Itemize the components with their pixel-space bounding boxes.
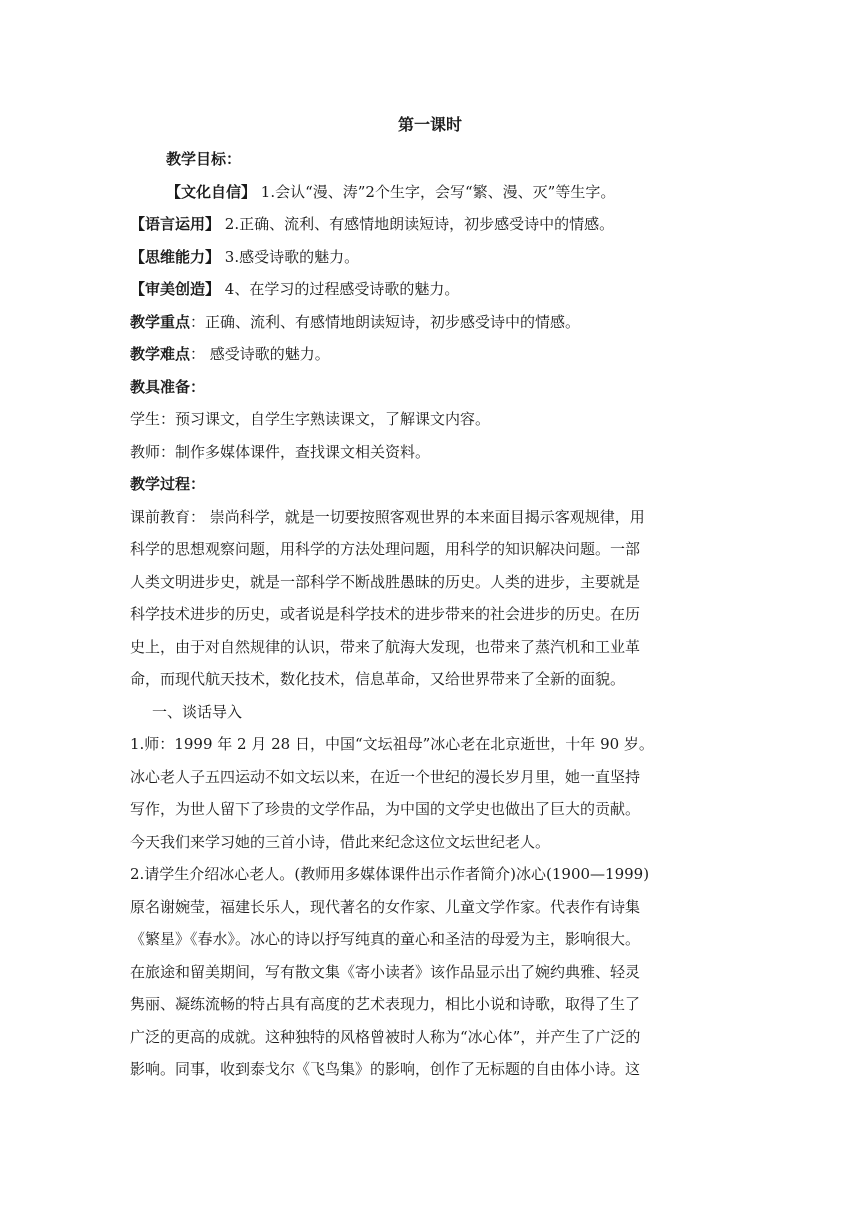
goal-tag: 【语言运用】 [130, 215, 221, 233]
text-line: 原名谢婉莹，福建长乐人，现代著名的女作家、儿童文学作家。代表作有诗集 [130, 897, 641, 916]
text-line: 广泛的更高的成就。这种独特的风格曾被时人称为“冰心体”，并产生了广泛的 [130, 1027, 641, 1046]
document-page [130, 112, 730, 1086]
process-heading: 教学过程： [130, 475, 206, 493]
goal-text: 4、在学习的过程感受诗歌的魅力。 [220, 280, 460, 298]
text-line: 科学技术进步的历史，或者说是科学技术的进步带来的社会进步的历史。在历 [130, 605, 641, 623]
tools-heading: 教具准备： [130, 377, 206, 396]
text-line: 人类文明进步史，就是一部科学不断战胜愚昧的历史。人类的进步，主要就是 [130, 572, 641, 591]
section-heading: 一、谈话导入 [152, 702, 243, 721]
item-1-paragraph [130, 728, 730, 858]
text-line: 1.师：1999 年 2 月 28 日，中国“文坛祖母”冰心老在北京逝世，十年 90 岁。 [130, 735, 654, 753]
key-point-label: 教学重点 [130, 312, 191, 331]
goal-tag: 【文化自信】 [166, 182, 257, 201]
difficulty-label: 教学难点 [130, 345, 191, 363]
goal-text: 3.感受诗歌的魅力。 [220, 247, 360, 266]
key-point-line [130, 306, 730, 339]
page-title: 第一课时 [397, 115, 462, 134]
text-line: 今天我们来学习她的三首小诗，借此来纪念这位文坛世纪老人。 [130, 832, 551, 851]
goals-heading: 教学目标： [166, 150, 242, 168]
text-line: 科学的思想观察问题，用科学的方法处理问题，用科学的知识解决问题。一部 [130, 540, 641, 558]
goal-line [130, 176, 730, 209]
text-line: 《繁星》《春水》。冰心的诗以抒写纯真的童心和圣洁的母爱为主，影响很大。 [130, 930, 641, 948]
text-line: 写作，为世人留下了珍贵的文学作品，为中国的文学史也做出了巨大的贡献。 [130, 800, 641, 818]
difficulty-text: ： 感受诗歌的魅力。 [190, 345, 330, 363]
text-line: 课前教育： 崇尚科学，就是一切要按照客观世界的本来面目揭示客观规律，用 [130, 507, 645, 526]
text-line: 影响。同事，收到泰戈尔《飞鸟集》的影响，创作了无标题的自由体小诗。这 [130, 1060, 641, 1078]
goal-text: 1.会认“漫、涛”2个生字，会写“繁、漫、灭”等生字。 [256, 182, 616, 201]
goal-line [130, 241, 730, 274]
text-line: 在旅途和留美期间，写有散文集《寄小读者》该作品显示出了婉约典雅、轻灵 [130, 962, 641, 981]
difficulty-line [130, 338, 730, 371]
text-line: 隽丽、凝练流畅的特占具有高度的艺术表现力，相比小说和诗歌，取得了生了 [130, 995, 641, 1013]
goal-text: 2.正确、流利、有感情地朗读短诗，初步感受诗中的情感。 [220, 215, 615, 233]
pre-class-paragraph [130, 501, 730, 696]
goal-line [130, 208, 730, 241]
goal-line [130, 273, 730, 306]
item-2-paragraph [130, 858, 730, 1086]
text-line: 史上，由于对自然规律的认识，带来了航海大发现，也带来了蒸汽机和工业革 [130, 637, 641, 656]
student-prep: 学生：预习课文，自学生字熟读课文，了解课文内容。 [130, 410, 491, 428]
key-point-text: ：正确、流利、有感情地朗读短诗，初步感受诗中的情感。 [190, 312, 581, 331]
text-line: 命，而现代航天技术，数化技术，信息革命，又给世界带来了全新的面貌。 [130, 670, 626, 688]
goal-tag: 【思维能力】 [130, 247, 221, 266]
text-line: 2.请学生介绍冰心老人。(教师用多媒体课件出示作者简介)冰心(1900—1999) [130, 865, 650, 883]
text-line: 冰心老人子五四运动不如文坛以来，在近一个世纪的漫长岁月里，她一直坚持 [130, 767, 641, 786]
teacher-prep: 教师：制作多媒体课件，查找课文相关资料。 [130, 442, 431, 461]
goal-tag: 【审美创造】 [130, 280, 221, 298]
